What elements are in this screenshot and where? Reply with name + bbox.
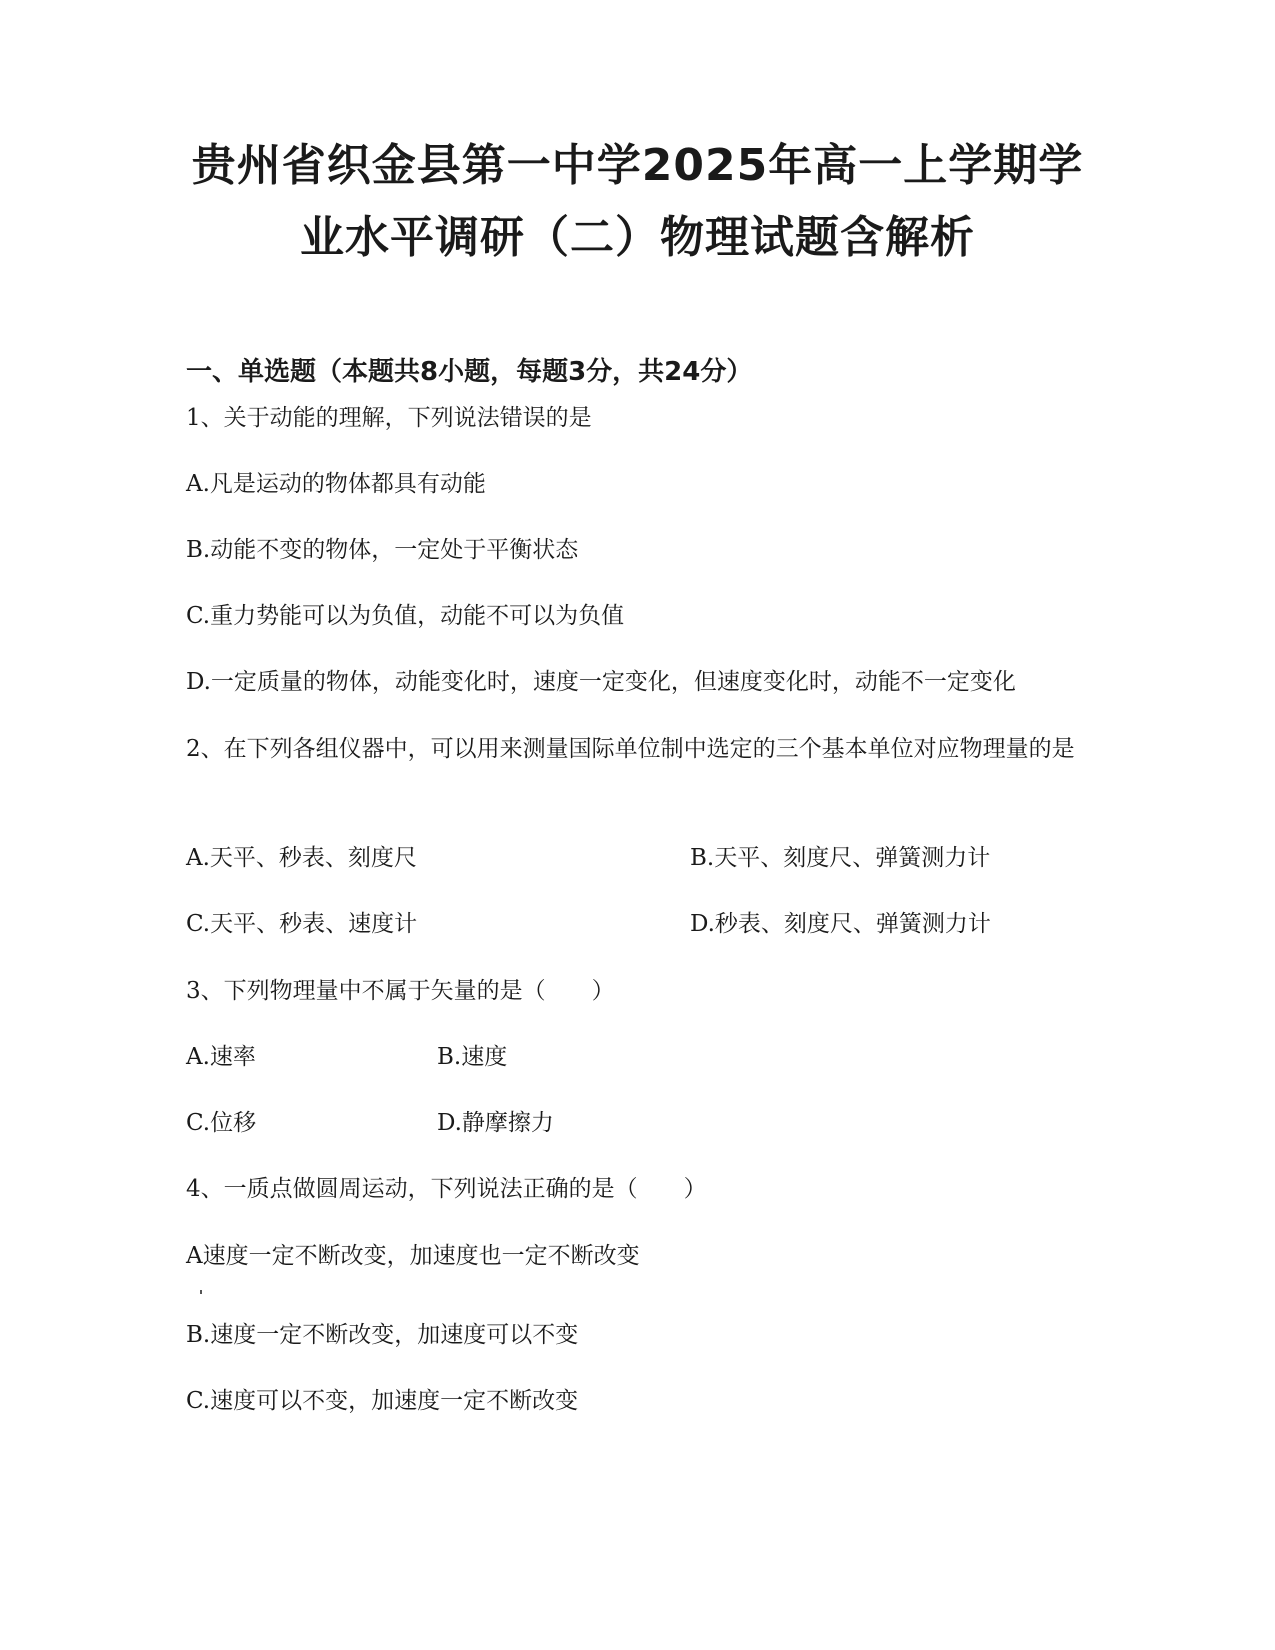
question-2-option-d: D.秒表、刻度尺、弹簧测力计 [690,911,991,937]
section-heading-single-choice: 一、单选题（本题共8小题，每题3分，共24分） [186,357,753,387]
document-title-line-2: 业水平调研（二）物理试题含解析 [300,212,975,263]
question-1-option-d: D.一定质量的物体，动能变化时，速度一定变化，但速度变化时，动能不一定变化 [186,669,1016,695]
question-3-option-c: C.位移 [186,1110,257,1136]
question-4-option-a: A速度一定不断改变，加速度也一定不断改变 [186,1243,640,1269]
stray-mark [200,1290,202,1294]
question-3-option-a: A.速率 [186,1044,256,1070]
question-1-option-b: B.动能不变的物体，一定处于平衡状态 [186,537,579,563]
question-2-option-b: B.天平、刻度尺、弹簧测力计 [690,845,991,871]
question-3-option-b: B.速度 [437,1044,508,1070]
question-3-stem: 3、下列物理量中不属于矢量的是（ ） [186,978,615,1004]
question-1-option-a: A.凡是运动的物体都具有动能 [186,471,486,497]
document-title-line-1: 贵州省织金县第一中学2025年高一上学期学 [191,140,1084,191]
question-2-stem: 2、在下列各组仪器中，可以用来测量国际单位制中选定的三个基本单位对应物理量的是 [186,736,1075,762]
question-3-option-d: D.静摩擦力 [437,1110,554,1136]
question-4-stem: 4、一质点做圆周运动，下列说法正确的是（ ） [186,1176,707,1202]
question-1-option-c: C.重力势能可以为负值，动能不可以为负值 [186,603,625,629]
question-4-option-b: B.速度一定不断改变，加速度可以不变 [186,1322,579,1348]
question-1-stem: 1、关于动能的理解，下列说法错误的是 [186,405,592,431]
question-4-option-c: C.速度可以不变，加速度一定不断改变 [186,1388,579,1414]
question-2-option-a: A.天平、秒表、刻度尺 [186,845,417,871]
question-2-option-c: C.天平、秒表、速度计 [186,911,418,937]
